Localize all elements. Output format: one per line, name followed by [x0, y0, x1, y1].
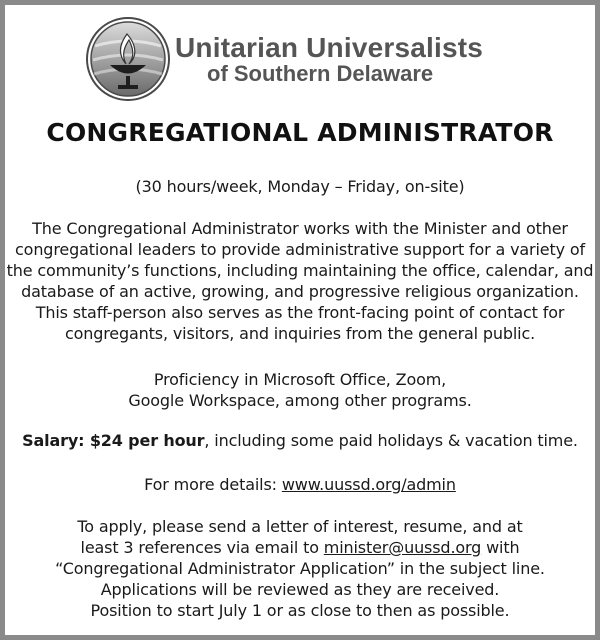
description-line: congregants, visitors, and inquiries from the general public.	[64, 324, 536, 343]
skills-paragraph	[6, 369, 594, 411]
description-line: This staff-person also serves as the front-facing point of contact for	[35, 303, 565, 322]
skills-line: Proficiency in Microsoft Office, Zoom,	[153, 370, 447, 389]
salary-line	[6, 430, 594, 451]
skills-line: Google Workspace, among other programs.	[128, 391, 472, 410]
email-link[interactable]: minister@uussd.org	[323, 538, 482, 557]
apply-line2-suffix: with	[481, 538, 520, 557]
description-line: congregational leaders to provide administrative support for a variety of	[15, 240, 585, 259]
details-line	[6, 474, 594, 495]
description-line: database of an active, growing, and progressive religious organization.	[21, 282, 579, 301]
description-paragraph	[6, 218, 594, 344]
apply-line: To apply, please send a letter of interest, resume, and at	[77, 517, 523, 536]
org-name-line1: Unitarian Universalists	[175, 32, 484, 63]
apply-line: Position to start July 1 or as close to then as possible.	[90, 601, 510, 620]
schedule-text: (30 hours/week, Monday – Friday, on-site)	[135, 177, 465, 196]
apply-line	[6, 537, 594, 558]
salary-details: , including some paid holidays & vacation time.	[204, 431, 578, 450]
apply-paragraph	[6, 516, 594, 621]
apply-line: Applications will be reviewed as they are received.	[100, 580, 500, 599]
description-line: the community’s functions, including maintaining the office, calendar, and	[6, 261, 594, 280]
details-link[interactable]: www.uussd.org/admin	[281, 475, 456, 494]
description-line: The Congregational Administrator works with the Minister and other	[32, 219, 568, 238]
job-title: CONGREGATIONAL ADMINISTRATOR	[46, 118, 554, 147]
flaming-chalice-icon	[85, 16, 171, 102]
details-prefix: For more details:	[144, 475, 282, 494]
apply-line2-prefix: least 3 references via email to	[80, 538, 324, 557]
apply-line: “Congregational Administrator Application” in the subject line.	[55, 559, 545, 578]
salary-label: Salary: $24 per hour	[22, 431, 205, 450]
org-name-line2: of Southern Delaware	[207, 61, 434, 86]
header	[85, 16, 525, 102]
